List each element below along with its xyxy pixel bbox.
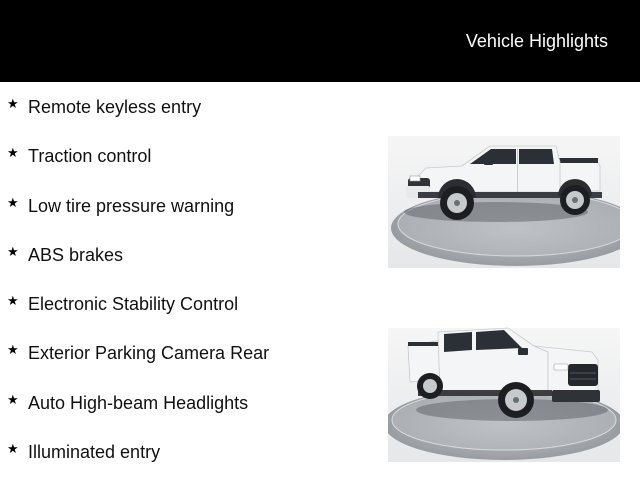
star-icon: ★ bbox=[7, 195, 19, 211]
list-item bbox=[0, 340, 380, 389]
feature-list bbox=[0, 94, 380, 488]
star-icon: ★ bbox=[7, 392, 19, 408]
list-item bbox=[0, 242, 380, 291]
star-icon: ★ bbox=[7, 442, 19, 458]
list-item bbox=[0, 94, 380, 143]
star-icon: ★ bbox=[7, 343, 19, 359]
feature-label: Remote keyless entry bbox=[28, 97, 202, 117]
star-icon: ★ bbox=[7, 244, 19, 260]
feature-label: Traction control bbox=[28, 146, 152, 167]
header-bar bbox=[0, 0, 640, 82]
feature-label: Auto High-beam Headlights bbox=[28, 392, 249, 413]
star-icon: ★ bbox=[7, 97, 19, 112]
vehicle-photo-side[interactable] bbox=[388, 96, 620, 268]
vehicle-photo-front[interactable] bbox=[388, 290, 620, 462]
star-icon: ★ bbox=[7, 146, 19, 162]
list-item bbox=[0, 439, 380, 488]
page-title: Vehicle Highlights bbox=[465, 31, 608, 51]
feature-label: Low tire pressure warning bbox=[28, 195, 235, 216]
list-item bbox=[0, 143, 380, 192]
list-item bbox=[0, 193, 380, 242]
feature-label: Exterior Parking Camera Rear bbox=[28, 343, 270, 364]
list-item bbox=[0, 291, 380, 340]
feature-label: Illuminated entry bbox=[28, 442, 161, 463]
feature-label: Electronic Stability Control bbox=[28, 294, 239, 315]
feature-label: ABS brakes bbox=[28, 244, 124, 265]
list-item bbox=[0, 390, 380, 439]
star-icon: ★ bbox=[7, 294, 19, 310]
